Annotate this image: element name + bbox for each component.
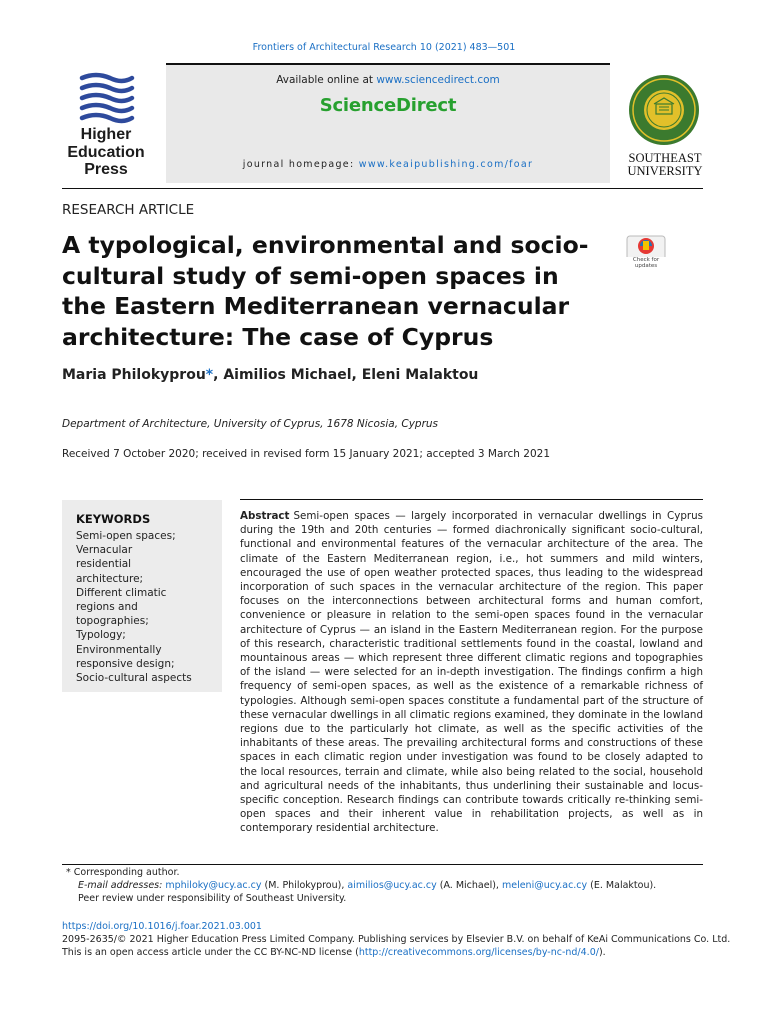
footnote-divider	[62, 864, 703, 865]
keyword-item: Different climatic	[76, 586, 167, 599]
keyword-item: responsive design;	[76, 657, 175, 670]
journal-homepage-link[interactable]: www.keaipublishing.com/foar	[358, 159, 534, 170]
header-divider	[62, 188, 703, 189]
license-line: This is an open access article under the CC BY-NC-ND license (http://creativecommons.org/licenses/by-nc-nd/4.0/).	[62, 947, 606, 958]
co-author-names: , Aimilios Michael, Eleni Malaktou	[213, 367, 479, 383]
journal-reference[interactable]: Frontiers of Architectural Research 10 (2021) 483—501	[252, 42, 516, 53]
copyright-line: 2095-2635/© 2021 Higher Education Press Limited Company. Publishing services by Elsevier B.V. on behalf of KeAi Communications Co. Ltd.	[62, 934, 731, 945]
email-link[interactable]: meleni@ucy.ac.cy	[501, 880, 588, 891]
university-seal-icon	[628, 74, 700, 146]
book-stack-icon	[62, 70, 150, 126]
email-addresses: E-mail addresses: mphiloky@ucy.ac.cy (M. Philokyprou), aimilios@ucy.ac.cy (A. Michael), meleni@ucy.ac.cy (E. Malaktou).	[78, 880, 657, 891]
crossmark-label: Check for updates	[632, 257, 660, 269]
keyword-item: residential	[76, 558, 132, 571]
abstract-divider	[240, 499, 703, 500]
doi-link[interactable]: https://doi.org/10.1016/j.foar.2021.03.001	[62, 921, 262, 932]
author-name[interactable]: Maria Philokyprou	[62, 367, 206, 383]
journal-header-box	[166, 63, 610, 183]
affiliation: Department of Architecture, University of Cyprus, 1678 Nicosia, Cyprus	[62, 418, 439, 430]
email-link[interactable]: aimilios@ucy.ac.cy	[347, 880, 437, 891]
abstract	[240, 509, 703, 836]
keyword-item: topographies;	[76, 615, 149, 628]
keyword-item: Socio-cultural aspects	[76, 672, 192, 685]
peer-review-note: Peer review under responsibility of Southeast University.	[78, 893, 347, 904]
publisher-name: Higher Education Press	[67, 126, 145, 178]
keyword-item: Semi-open spaces;	[76, 530, 176, 542]
article-dates: Received 7 October 2020; received in revised form 15 January 2021; accepted 3 March 2021	[62, 448, 551, 460]
abstract-label: Abstract	[240, 510, 290, 522]
license-link[interactable]: http://creativecommons.org/licenses/by-nc-nd/4.0/	[358, 947, 599, 958]
keywords-heading: KEYWORDS	[76, 512, 151, 526]
article-type: RESEARCH ARTICLE	[62, 202, 195, 218]
crossmark-icon	[626, 235, 666, 257]
article-title: A typological, environmental and socio-cultural study of semi-open spaces in the Eastern Mediterranean vernacular architecture: The case of Cyprus	[62, 231, 589, 351]
author-list	[62, 367, 478, 383]
abstract-text: Semi-open spaces — largely incorporated in vernacular dwellings in Cyprus during the 19th and 20th centuries — formed diachronically significant socio-cultural, functional and environmental features of the vernacular architecture of the area. The climate of the Eastern Mediterranean region, i.e., hot summers and mild winters, encouraged the use of open weather protected spaces, thus leading to the widespread incorporation of such spaces in the vernacular architecture of the region. This paper focuses on the interconnections between architectural forms and human comfort, convenience or pleasure in relation to the semi-open spaces found in the vernacular architecture of Cyprus — an island in the Eastern Mediterranean region. For the purpose of this research, characteristic traditional settlements found in the coastal, lowland and mountainous areas — which represent three different climatic regions and topographies of the island — were selected for an in-depth investigation. The findings confirm a high frequency of semi-open spaces, as well as the existence of a remarkable richness of typologies. Although semi-open spaces constitute a fundamental part of the structure of these vernacular dwellings in all climatic regions examined, they dominate in the lowland regions due to the particularly hot climate, as well as the specific activities of the inhabitants of these areas. The prevailing architectural forms and constructions of these spaces in each climatic region under investigation was found to be closely adapted to the local resources, terrain and climate, while also being related to the social, household and agricultural needs of the inhabitants, thus underlining their sustainable and locus-specific conception. Research findings can contribute towards critically re-thinking semi-open spaces and their inherent value in rehabilitation projects, as well as in contemporary residential architecture.	[240, 510, 703, 835]
email-link[interactable]: mphiloky@ucy.ac.cy	[165, 880, 262, 891]
sciencedirect-brand[interactable]: ScienceDirect	[319, 95, 457, 116]
corresponding-author-marker[interactable]: *	[205, 367, 214, 383]
keywords-box	[62, 500, 222, 692]
sciencedirect-link[interactable]: www.sciencedirect.com	[376, 74, 500, 86]
check-for-updates-button[interactable]	[626, 235, 666, 271]
available-online: Available online at www.sciencedirect.com	[276, 74, 500, 86]
keyword-item: Typology;	[76, 629, 126, 642]
keyword-item: Vernacular	[76, 544, 133, 557]
journal-homepage: journal homepage: www.keaipublishing.com/foar	[242, 159, 534, 170]
keyword-item: Environmentally	[76, 643, 162, 656]
publisher-logo	[62, 70, 150, 180]
keyword-item: architecture;	[76, 572, 144, 585]
university-name: SOUTHEAST UNIVERSITY	[627, 151, 703, 178]
corresponding-author-note: * Corresponding author.	[66, 867, 180, 878]
keyword-item: regions and	[76, 601, 138, 614]
